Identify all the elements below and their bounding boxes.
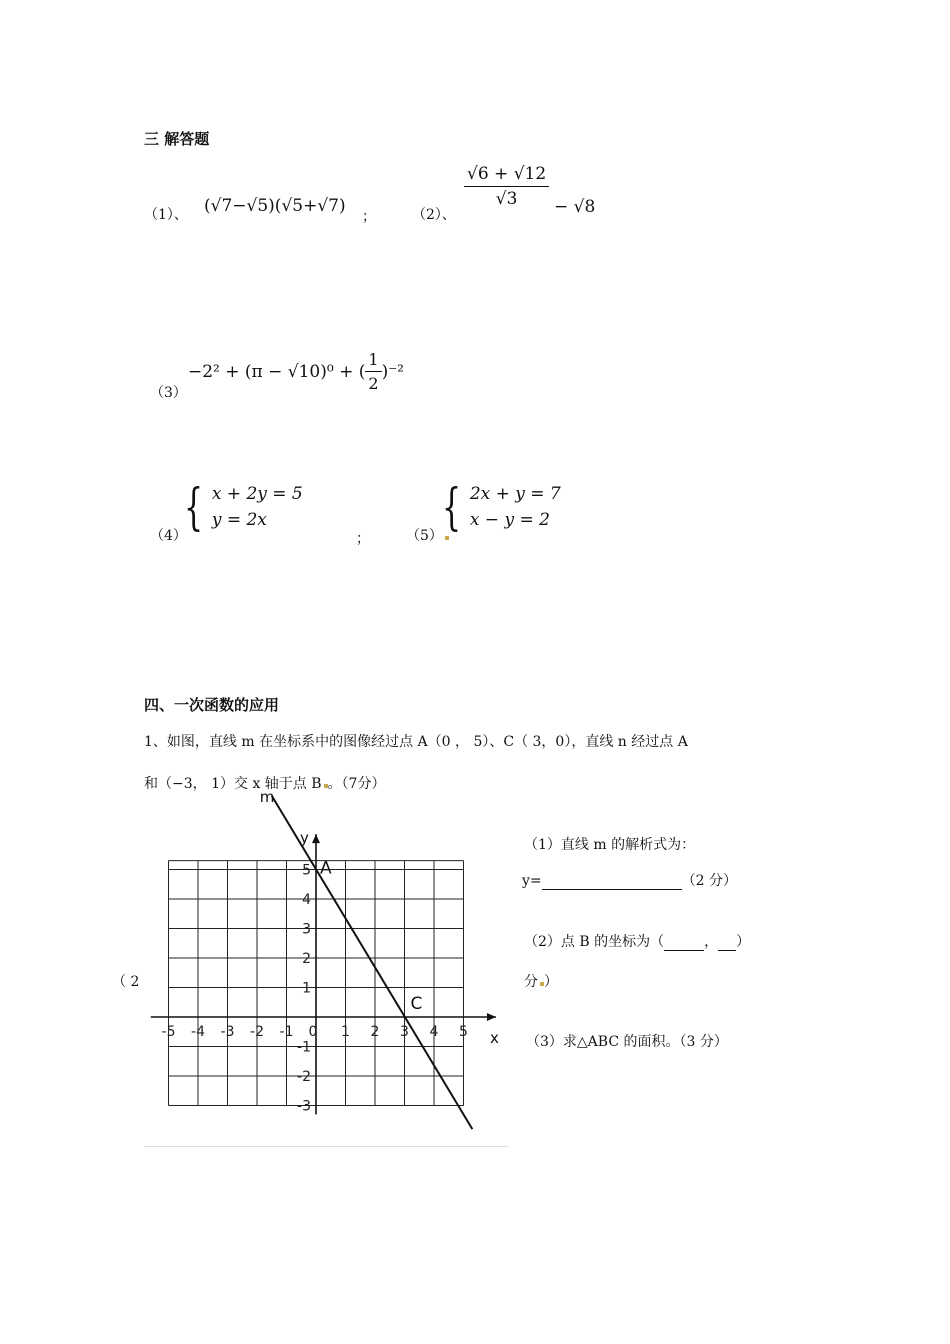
- y-tick-label: 5: [302, 862, 311, 879]
- x-tick-label: 2: [370, 1024, 380, 1040]
- point-label-C: C: [410, 994, 423, 1014]
- sub-question-2-line-2: 分 ）: [524, 974, 558, 990]
- problem-3-label: （3）: [150, 385, 187, 401]
- divider-line: [144, 1146, 508, 1147]
- brace-icon: {: [184, 478, 204, 536]
- sub-question-1: （1）直线 m 的解析式为：: [524, 837, 696, 853]
- problem-4-separator: ；: [356, 531, 370, 547]
- sub-question-2: （2）点 B 的坐标为（ ， ）: [524, 934, 751, 950]
- answer-blank-x[interactable]: [664, 934, 704, 951]
- y-axis-arrow-icon: [312, 834, 320, 843]
- problem-5-eq1: 2x + y = 7: [469, 484, 561, 504]
- answer-blank-y[interactable]: [718, 934, 736, 951]
- sub-question-1-answer: y= （2 分）: [522, 873, 737, 889]
- point-labels: [320, 859, 422, 1015]
- series-label-m: m: [259, 787, 275, 806]
- answer-blank[interactable]: [542, 873, 682, 890]
- sub-question-3: （3）求△ABC 的面积。（3 分）: [526, 1034, 728, 1050]
- x-tick-label: 0: [308, 1024, 318, 1040]
- x-tick-label: 1: [341, 1024, 350, 1040]
- y-tick-label: 3: [302, 921, 311, 938]
- problem-3-expression: [188, 350, 404, 393]
- brace-icon: {: [442, 478, 462, 536]
- marker-dot: [445, 536, 449, 540]
- x-axis-label: x: [490, 1029, 499, 1047]
- problem-5-label: （5）: [406, 525, 449, 545]
- y-tick-label: -2: [297, 1069, 311, 1085]
- problem-4-label: （4）: [150, 528, 187, 544]
- problem-2-numerator: √6 + √12: [464, 164, 549, 187]
- y-tick-label: 4: [302, 892, 311, 908]
- problem-3-head: −2² + (π − √10)⁰ + (: [188, 361, 366, 382]
- problem-1-separator: ；: [362, 209, 376, 225]
- question-1-line-1: 1、如图，直线 m 在坐标系中的图像经过点 A（0 ， 5）、C（ 3，0），直线 n 经过点 A: [144, 734, 688, 750]
- y-axis-label: y: [300, 828, 309, 847]
- problem-5-eq2: x − y = 2: [469, 510, 550, 530]
- y-tick-label: -3: [297, 1098, 311, 1115]
- question-1-line-2: 和（−3， 1）交 x 轴于点 B 。（7分）: [144, 776, 386, 792]
- problem-3-frac-den: 2: [368, 374, 379, 393]
- section-3-title: 三 解答题: [144, 130, 210, 148]
- problem-5-system: [442, 478, 561, 536]
- x-tick-label: -5: [161, 1024, 176, 1040]
- tick-labels: [162, 863, 468, 1115]
- problem-2-label: （2）、: [412, 207, 456, 223]
- x-tick-label: 5: [459, 1024, 468, 1040]
- x-tick-label: -2: [250, 1024, 264, 1040]
- left-fragment: （ 2: [112, 974, 140, 990]
- x-tick-label: 3: [400, 1024, 409, 1040]
- problem-4-eq2: y = 2x: [211, 510, 267, 530]
- x-axis-arrow-icon: [487, 1013, 496, 1021]
- coordinate-graph: [145, 787, 505, 1138]
- problem-2-tail: − √8: [554, 197, 596, 217]
- x-tick-label: 4: [429, 1024, 439, 1040]
- y-tick-label: -1: [297, 1039, 311, 1056]
- section-4-title: 四、一次函数的应用: [144, 696, 280, 714]
- x-tick-label: -4: [191, 1024, 205, 1040]
- problem-2-fraction: [464, 164, 549, 209]
- problem-1-expression: (√7−√5)(√5+√7): [204, 196, 346, 216]
- y-tick-label: 2: [302, 951, 311, 967]
- problem-2-denominator: √3: [495, 189, 518, 209]
- x-tick-label: -1: [279, 1024, 294, 1040]
- y-tick-label: 1: [302, 980, 311, 997]
- problem-3-frac-num: 1: [365, 350, 381, 372]
- point-label-A: A: [320, 858, 332, 879]
- problem-4-system: [184, 478, 303, 536]
- problem-3-tail: )⁻²: [381, 361, 404, 382]
- problem-4-eq1: x + 2y = 5: [211, 484, 303, 504]
- problem-1-label: （1）、: [144, 207, 188, 223]
- x-tick-label: -3: [220, 1024, 235, 1040]
